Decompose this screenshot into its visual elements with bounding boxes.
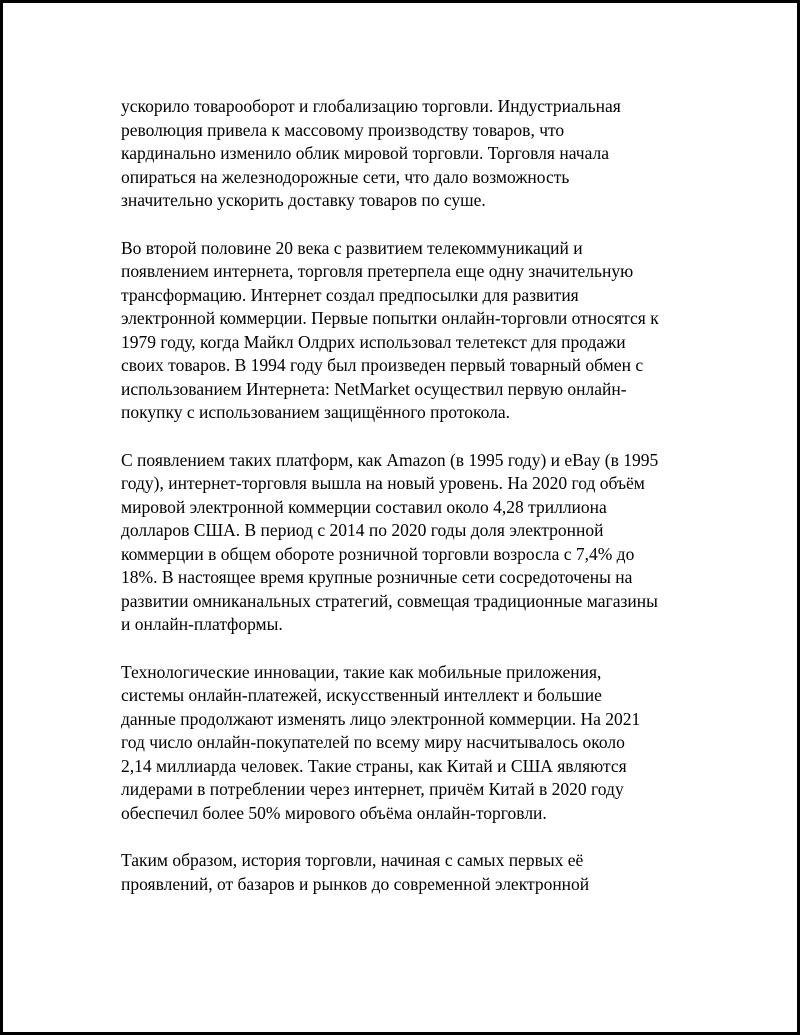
text-line: покупку с использованием защищённого протокола. [121,402,510,422]
text-line: появлением интернета, торговля претерпела еще одну значительную [121,261,634,281]
text-line: 1979 году, когда Майкл Олдрих использовал телетекст для продажи [121,331,626,352]
paragraph [121,849,721,896]
text-line: использованием Интернета: NetMarket осуществил первую онлайн- [121,378,627,399]
text-line: революция привела к массовому производству товаров, что [121,119,565,140]
text-line: ускорило товарооборот и глобализацию торговли. Индустриальная [121,96,621,116]
text-line: 18%. В настоящее время крупные розничные сети сосредоточены на [121,567,633,587]
text-line: лидерами в потреблении через интернет, причём Китай в 2020 году [121,779,624,799]
text-line: мировой электронной коммерции составил около 4,28 триллиона [121,496,607,517]
text-line: Технологические инновации, такие как мобильные приложения, [121,661,602,682]
text-line: С появлением таких платформ, как Amazon (в 1995 году) и eBay (в 1995 [121,449,659,470]
text-line: году), интернет-торговля вышла на новый уровень. На 2020 год объём [121,473,645,493]
paragraph [121,95,721,213]
text-line: своих товаров. В 1994 году был произведен первый товарный обмен с [121,355,644,375]
text-line: системы онлайн-платежей, искусственный интеллект и большие [121,685,602,705]
paragraph [121,661,721,826]
text-line: и онлайн-платформы. [121,614,283,634]
text-line: год число онлайн-покупателей по всему миру насчитывалось около [121,732,625,752]
text-line: долларов США. В период с 2014 по 2020 годы доля электронной [121,520,604,540]
text-line: кардинально изменило облик мировой торговли. Торговля начала [121,143,610,163]
text-line: Таким образом, история торговли, начиная с самых первых её [121,850,584,870]
text-line: коммерции в общем обороте розничной торговли возросла с 7,4% до [121,543,635,564]
text-line: электронной коммерции. Первые попытки онлайн-торговли относятся к [121,308,659,328]
page-content [121,95,721,920]
text-line: развитии омниканальных стратегий, совмещая традиционные магазины [121,590,658,611]
text-line: обеспечил более 50% мирового объёма онлайн-торговли. [121,802,547,823]
text-line: 2,14 миллиарда человек. Такие страны, как Китай и США являются [121,755,627,776]
text-line: проявлений, от базаров и рынков до современной электронной [121,873,590,894]
text-line: опираться на железнодорожные сети, что дало возможность [121,166,570,187]
text-line: значительно ускорить доставку товаров по суше. [121,190,486,210]
text-line: данные продолжают изменять лицо электронной коммерции. На 2021 [121,708,641,729]
paragraph [121,237,721,425]
text-line: трансформацию. Интернет создал предпосылки для развития [121,284,579,305]
paragraph [121,449,721,637]
text-line: Во второй половине 20 века с развитием телекоммуникаций и [121,237,583,258]
